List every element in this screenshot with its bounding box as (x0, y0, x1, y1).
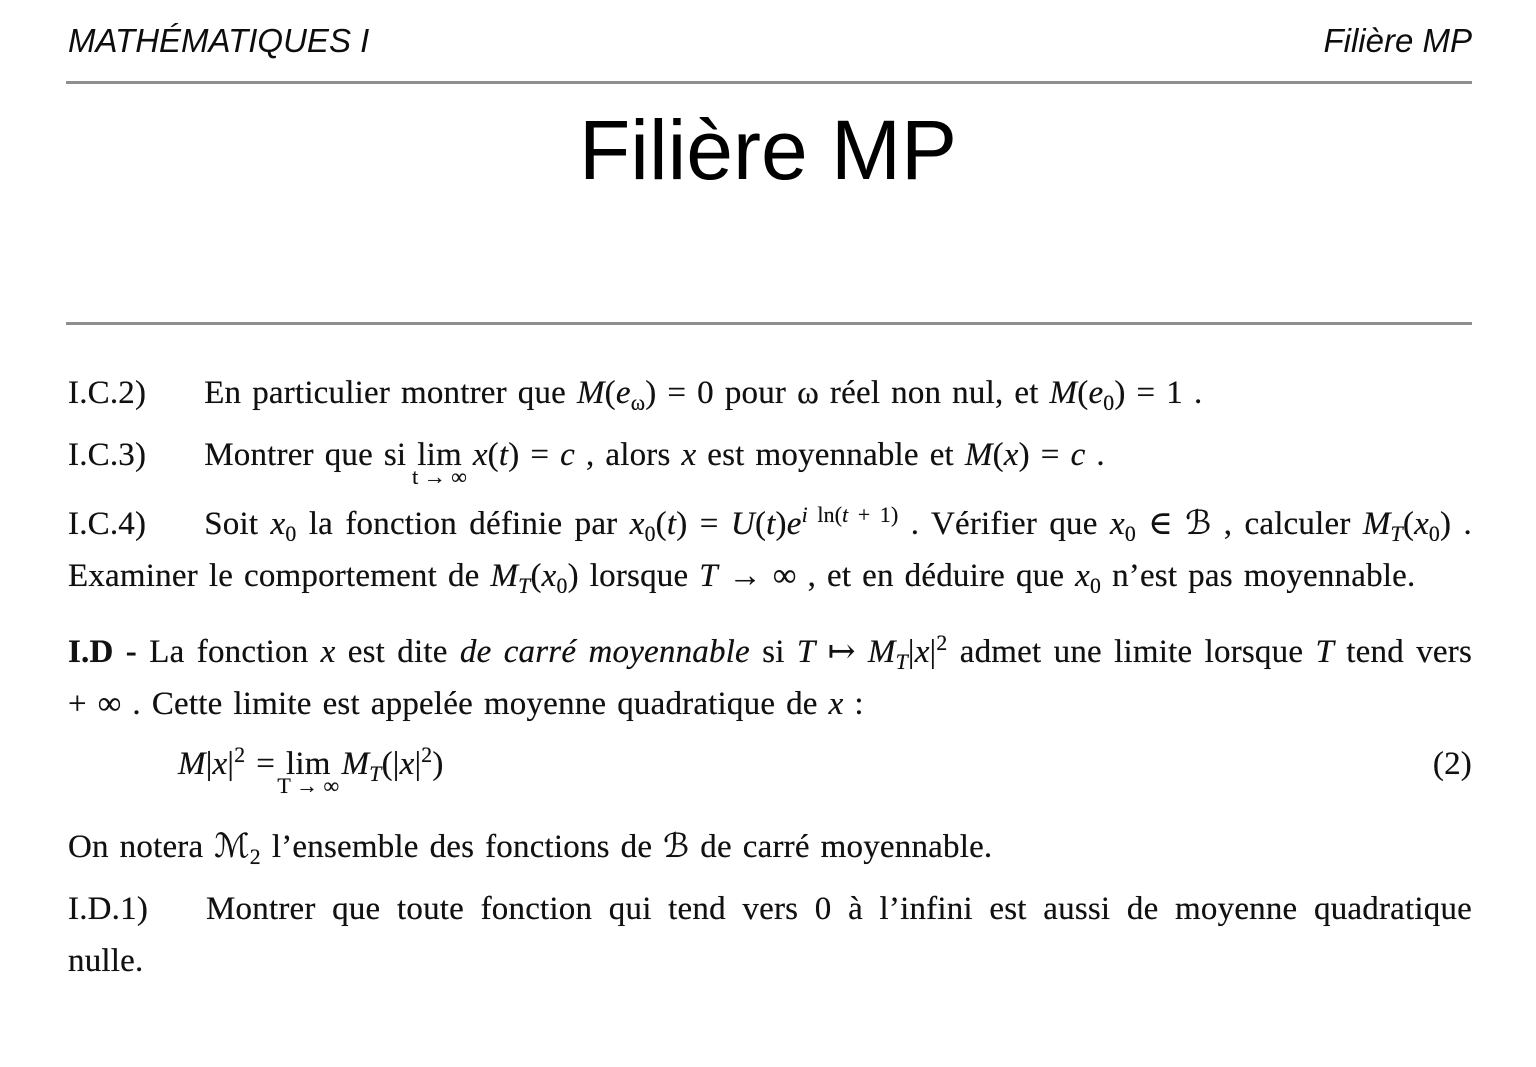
paragraph-ic3: I.C.3) Montrer que si lim t → ∞ x(t) = c , alors x est moyennable et M(x) = c . (68, 437, 1105, 489)
equation-content: $M|x|^2 = \lim$ T → ∞ $M_T(|x|^2)$ (178, 743, 444, 798)
equation-number: (2) (1432, 746, 1472, 782)
header-subject: MATHÉMATIQUES I (68, 22, 370, 59)
paragraph-notera: On notera ℳ$_2$ l’ensemble des fonctions de ℬ de carré moyennable. (68, 826, 993, 869)
paragraph-id1: I.D.1) Montrer que toute fonction qui tend vers 0 à l’infini est aussi de moyenne quadratique nulle. (68, 891, 1472, 979)
document-body (0, 325, 1536, 987)
equation-2 (68, 738, 1472, 798)
paragraph-id: I.D - La fonction x est dite de carré moyennable si T ↦ $M_T|x|^2$ admet une limite lorsque T tend vers + ∞ . Cette limite est appelée moyenne quadratique de x : (68, 631, 1472, 722)
paragraph-ic2: I.C.2) En particulier montrer que $M(e_\omega) = 0$ pour ω réel non nul, et $M(e_0) = 1$ . (68, 375, 1203, 415)
header-track: Filière MP (1323, 22, 1472, 59)
title-block (0, 84, 1536, 322)
running-header (0, 0, 1536, 60)
paragraph-ic4: I.C.4) Soit $x_0$ la fonction définie par $x_0(t) = U(t)e^i$ $^{ln(t}$ $^{+ 1)}$ . Vérifier que $x_0$ ∈ ℬ , calculer $M_T(x_0)$ . Examiner le comportement de $M_T(x_0)$ lorsque T → ∞ , et en déduire que $x_0$ n’est pas moyennable. (68, 503, 1472, 598)
page-title: Filière MP (578, 103, 958, 197)
